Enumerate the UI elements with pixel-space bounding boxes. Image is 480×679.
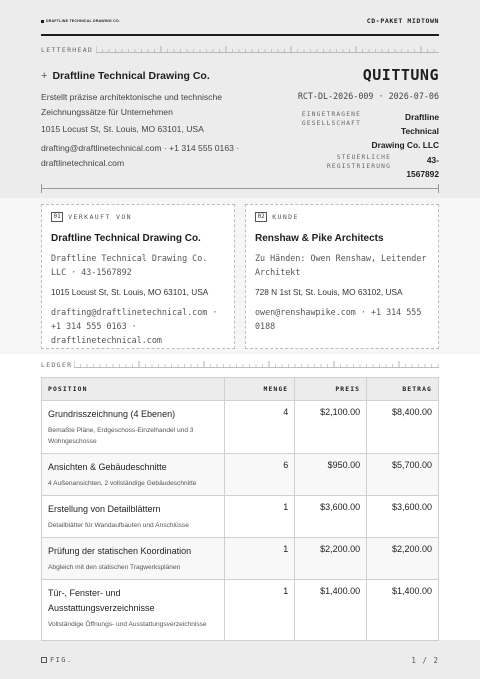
table-row [42, 454, 439, 496]
client-name: Renshaw & Pike Architects [255, 233, 384, 244]
item-note: Vollständige Öffnungs- und Ausstattungsverzeichnisse [48, 621, 207, 628]
client-card-head [255, 212, 429, 222]
header-rule [41, 34, 439, 36]
item-qty: 6 [224, 454, 295, 496]
item-note: Abgleich mit den statischen Tragwerksplänen [48, 564, 181, 571]
brand-square-icon [41, 20, 44, 23]
document-title: QUITTUNG [362, 66, 439, 84]
ledger-label: LEDGER [41, 361, 73, 369]
item-price: $3,600.00 [295, 496, 367, 538]
seller-name: Draftline Technical Drawing Co. [51, 233, 201, 244]
sender-tagline: Erstellt präzise architektonische und technische Zeichnungssätze für Unternehmen [41, 92, 223, 117]
tax-row [325, 153, 439, 181]
seller-card-number: 01 [51, 212, 63, 222]
registered-company-label: EINGETRAGENE GESELLSCHAFT [301, 111, 361, 127]
client-address: 728 N 1st St, St. Louis, MO 63102, USA [255, 287, 403, 297]
item-note: Detailblätter für Wandaufbauten und Anschlüsse [48, 522, 189, 529]
table-row [42, 580, 439, 644]
header-price: PREIS [295, 378, 367, 401]
item-price: $1,400.00 [295, 580, 367, 644]
item-note: 4 Außenansichten, 2 vollständige Gebäudeschnitte [48, 480, 197, 487]
item-amount: $2,200.00 [367, 538, 439, 580]
registered-company-row [295, 110, 439, 152]
plus-icon: + [41, 69, 48, 82]
item-price: $2,200.00 [295, 538, 367, 580]
item-cell [42, 454, 225, 496]
item-name: Ansichten & Gebäudeschnitte [48, 462, 167, 472]
client-contact: owen@renshawpike.com · +1 314 555 0188 [255, 307, 422, 331]
package-label: CD-PAKET MIDTOWN [366, 17, 439, 25]
seller-address: 1015 Locust St, St. Louis, MO 63101, USA [51, 287, 209, 297]
item-cell [42, 401, 225, 454]
top-bar [41, 17, 439, 28]
table-header-row [42, 378, 439, 401]
header-separator [41, 188, 439, 189]
letterhead-ruler [96, 46, 439, 55]
table-row [42, 538, 439, 580]
header-qty: MENGE [224, 378, 295, 401]
item-qty: 1 [224, 580, 295, 644]
bracket-icon [41, 657, 47, 663]
sender-contact: drafting@draftlinetechnical.com · +1 314 555 0163 · draftlinetechnical.com [41, 143, 240, 168]
figure-label: FIG. [41, 656, 72, 664]
seller-sub: Draftline Technical Drawing Co. LLC · 43-1567892 [51, 253, 208, 277]
item-amount: $8,400.00 [367, 401, 439, 454]
item-qty: 4 [224, 401, 295, 454]
brand-mini: DRAFTLINE TECHNICAL DRAWING CO. [41, 19, 120, 23]
ledger-ruler [74, 361, 439, 370]
item-amount: $5,700.00 [367, 454, 439, 496]
item-name: Erstellung von Detailblättern [48, 504, 161, 514]
item-price: $2,100.00 [295, 401, 367, 454]
item-name: Grundrisszeichnung (4 Ebenen) [48, 409, 176, 419]
client-sub: Zu Händen: Owen Renshaw, Leitender Architekt [255, 253, 427, 277]
client-card-label: KUNDE [272, 213, 299, 221]
item-name: Prüfung der statischen Koordination [48, 546, 192, 556]
seller-card-label: VERKAUFT VON [68, 213, 132, 221]
item-price: $950.00 [295, 454, 367, 496]
page-indicator: 1 / 2 [411, 656, 439, 665]
table-row [42, 496, 439, 538]
tax-label: STEUERLICHE REGISTRIERUNG [326, 154, 391, 170]
item-amount: $3,600.00 [367, 496, 439, 538]
tax-value: 43-1567892 [406, 155, 439, 179]
item-name: Tür-, Fenster- und Ausstattungsverzeichnisse [48, 588, 155, 613]
item-amount: $1,400.00 [367, 580, 439, 644]
separator-tick-right [438, 184, 439, 193]
sender-title: + Draftline Technical Drawing Co. [41, 69, 210, 82]
line-items-table [41, 377, 439, 644]
item-note: Bemaßte Pläne, Erdgeschoss-Einzelhandel und 3 Wohngeschosse [48, 427, 194, 445]
seller-contact: drafting@draftlinetechnical.com · +1 314 555 0163 · draftlinetechnical.com [51, 307, 218, 345]
client-card [245, 204, 439, 349]
client-card-number: 02 [255, 212, 267, 222]
header-amount: BETRAG [367, 378, 439, 401]
item-cell [42, 538, 225, 580]
document-ref: RCT-DL-2026-009 · 2026-07-06 [297, 91, 439, 101]
item-qty: 1 [224, 496, 295, 538]
letterhead-label: LETTERHEAD [41, 46, 94, 54]
header-position: POSITION [42, 378, 225, 401]
item-qty: 1 [224, 538, 295, 580]
separator-tick-left [41, 184, 42, 193]
item-cell [42, 580, 225, 644]
item-cell [42, 496, 225, 538]
seller-card [41, 204, 235, 349]
table-row [42, 401, 439, 454]
footer-rule [41, 640, 439, 641]
sender-address: 1015 Locust St, St. Louis, MO 63101, USA [41, 124, 204, 134]
seller-card-head [51, 212, 225, 222]
registered-company-value: Draftline Technical Drawing Co. LLC [371, 112, 439, 150]
